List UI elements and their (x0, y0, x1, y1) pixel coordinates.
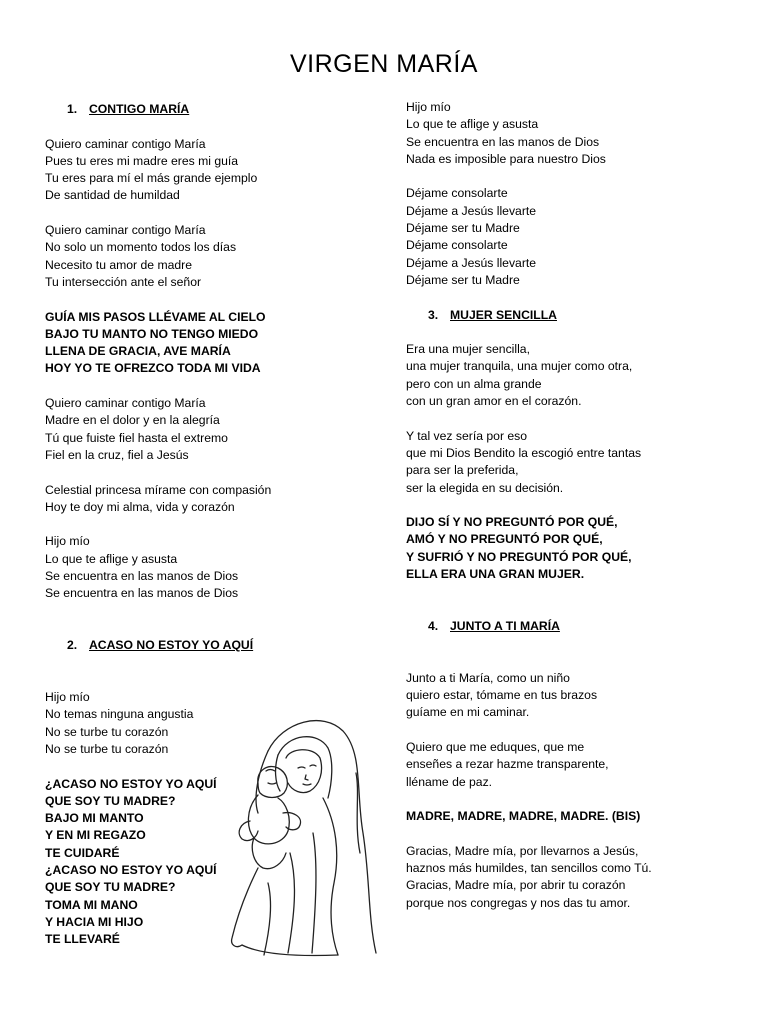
chorus-line: DIJO SÍ Y NO PREGUNTÓ POR QUÉ, (406, 515, 618, 530)
chorus-line: TE LLEVARÉ (45, 932, 120, 947)
song-1-stanza-3 (45, 395, 365, 464)
song-3-stanza-2 (406, 428, 746, 497)
chorus-line: Y SUFRIÓ Y NO PREGUNTÓ POR QUÉ, (406, 549, 632, 564)
lyric-line: Déjame consolarte (406, 238, 508, 253)
chorus-line: AMÓ Y NO PREGUNTÓ POR QUÉ, (406, 532, 603, 547)
lyric-line: Hijo mío (45, 690, 90, 705)
lyric-line: Lo que te aflige y asusta (406, 117, 539, 132)
song-1-stanza-4 (45, 482, 365, 517)
chorus-line: ¿ACASO NO ESTOY YO AQUÍ (45, 776, 217, 791)
lyric-line: Hijo mío (45, 534, 90, 549)
chorus-line: BAJO MI MANTO (45, 811, 144, 826)
song-4-stanza-1 (406, 670, 746, 722)
song-4-title: JUNTO A TI MARÍA (450, 618, 560, 633)
song-2-stanza-3 (406, 185, 746, 289)
lyric-line: para ser la preferida, (406, 463, 519, 478)
song-1-stanza-1 (45, 136, 365, 205)
right-column (406, 99, 746, 912)
lyric-line: Quiero que me eduques, que me (406, 739, 585, 754)
lyric-line: No se turbe tu corazón (45, 724, 169, 739)
lyric-line: Déjame a Jesús llevarte (406, 203, 537, 218)
lyric-line: Gracias, Madre mía, por llevarnos a Jesús, (406, 843, 639, 858)
song-1-number: 1. (67, 102, 78, 116)
chorus-line: ELLA ERA UNA GRAN MUJER. (406, 567, 585, 582)
lyric-line: Déjame consolarte (406, 186, 508, 201)
song-1-title: CONTIGO MARÍA (89, 102, 190, 116)
song-2-number: 2. (67, 638, 78, 653)
lyric-line: haznos más humildes, tan sencillos como Tú. (406, 861, 652, 876)
song-4-stanza-2 (406, 739, 746, 791)
lyric-line: Se encuentra en las manos de Dios (45, 586, 239, 601)
lyric-line: Tu intersección ante el señor (45, 274, 202, 289)
lyric-line: Tú que fuiste fiel hasta el extremo (45, 430, 228, 445)
song-1-stanza-5 (45, 533, 365, 602)
lyric-line: Madre en el dolor y en la alegría (45, 413, 220, 428)
song-4-stanza-3 (406, 843, 746, 912)
chorus-line: BAJO TU MANTO NO TENGO MIEDO (45, 326, 259, 341)
song-4-heading (428, 618, 746, 635)
chorus-line: MADRE, MADRE, MADRE, MADRE. (BIS) (406, 809, 641, 824)
lyric-line: Junto a ti María, como un niño (406, 670, 570, 685)
lyric-line: Nada es imposible para nuestro Dios (406, 151, 606, 166)
song-4-chorus (406, 808, 746, 825)
lyric-line: que mi Dios Bendito la escogió entre tantas (406, 445, 642, 460)
song-3-stanza-1 (406, 341, 746, 410)
song-2-heading (67, 637, 365, 654)
lyric-line: lléname de paz. (406, 774, 493, 789)
song-1-chorus (45, 309, 365, 378)
chorus-line: Y EN MI REGAZO (45, 828, 146, 843)
page-title: VIRGEN MARÍA (290, 50, 478, 78)
chorus-line: QUE SOY TU MADRE? (45, 880, 176, 895)
lyric-line: Fiel en la cruz, fiel a Jesús (45, 447, 189, 462)
lyric-line: una mujer tranquila, una mujer como otra, (406, 359, 633, 374)
lyric-line: No temas ninguna angustia (45, 707, 194, 722)
chorus-line: GUÍA MIS PASOS LLÉVAME AL CIELO (45, 309, 266, 324)
lyric-line: Tu eres para mí el más grande ejemplo (45, 171, 258, 186)
chorus-line: HOY YO TE OFREZCO TODA MI VIDA (45, 361, 261, 376)
lyric-line: quiero estar, tómame en tus brazos (406, 688, 598, 703)
lyric-line: No solo un momento todos los días (45, 240, 237, 255)
lyric-line: Hoy te doy mi alma, vida y corazón (45, 499, 235, 514)
lyric-line: Gracias, Madre mía, por abrir tu corazón (406, 878, 626, 893)
lyric-line: Hijo mío (406, 100, 451, 114)
lyric-line: Celestial princesa mírame con compasión (45, 482, 272, 497)
song-1-stanza-2 (45, 222, 365, 291)
lyric-line: ser la elegida en su decisión. (406, 480, 564, 495)
lyric-line: No se turbe tu corazón (45, 741, 169, 756)
lyric-line: Era una mujer sencilla, (406, 342, 530, 357)
chorus-line: ¿ACASO NO ESTOY YO AQUÍ (45, 863, 217, 878)
virgin-and-child-illustration (228, 713, 378, 958)
chorus-line: Y HACIA MI HIJO (45, 914, 144, 929)
song-1-heading (67, 101, 365, 118)
lyric-line: Déjame ser tu Madre (406, 272, 520, 287)
lyric-line: Quiero caminar contigo María (45, 223, 206, 238)
lyric-line: Necesito tu amor de madre (45, 257, 192, 272)
song-3-title: MUJER SENCILLA (450, 307, 557, 322)
song-2-title: ACASO NO ESTOY YO AQUÍ (89, 638, 254, 653)
lyric-line: Quiero caminar contigo María (45, 136, 206, 151)
lyric-line: pero con un alma grande (406, 376, 542, 391)
chorus-line: QUE SOY TU MADRE? (45, 793, 176, 808)
lyric-line: Lo que te aflige y asusta (45, 551, 178, 566)
lyric-line: porque nos congregas y nos das tu amor. (406, 895, 631, 910)
lyric-line: Quiero caminar contigo María (45, 396, 206, 411)
lyric-line: De santidad de humildad (45, 188, 180, 203)
lyric-line: con un gran amor en el corazón. (406, 394, 582, 409)
chorus-line: TE CUIDARÉ (45, 845, 120, 860)
lyric-line: guíame en mi caminar. (406, 705, 530, 720)
lyric-line: Se encuentra en las manos de Dios (45, 569, 239, 584)
lyric-line: Pues tu eres mi madre eres mi guía (45, 153, 239, 168)
lyric-line: Se encuentra en las manos de Dios (406, 134, 600, 149)
chorus-line: TOMA MI MANO (45, 897, 138, 912)
lyric-line: enseñes a rezar hazme transparente, (406, 757, 609, 772)
song-3-heading (428, 307, 746, 324)
lyric-line: Y tal vez sería por eso (406, 428, 528, 443)
song-3-chorus (406, 514, 746, 583)
song-2-stanza-2 (406, 99, 746, 168)
lyric-line: Déjame a Jesús llevarte (406, 255, 537, 270)
chorus-line: LLENA DE GRACIA, AVE MARÍA (45, 344, 231, 359)
song-3-number: 3. (428, 307, 439, 322)
lyric-line: Déjame ser tu Madre (406, 221, 520, 236)
song-4-number: 4. (428, 618, 439, 633)
